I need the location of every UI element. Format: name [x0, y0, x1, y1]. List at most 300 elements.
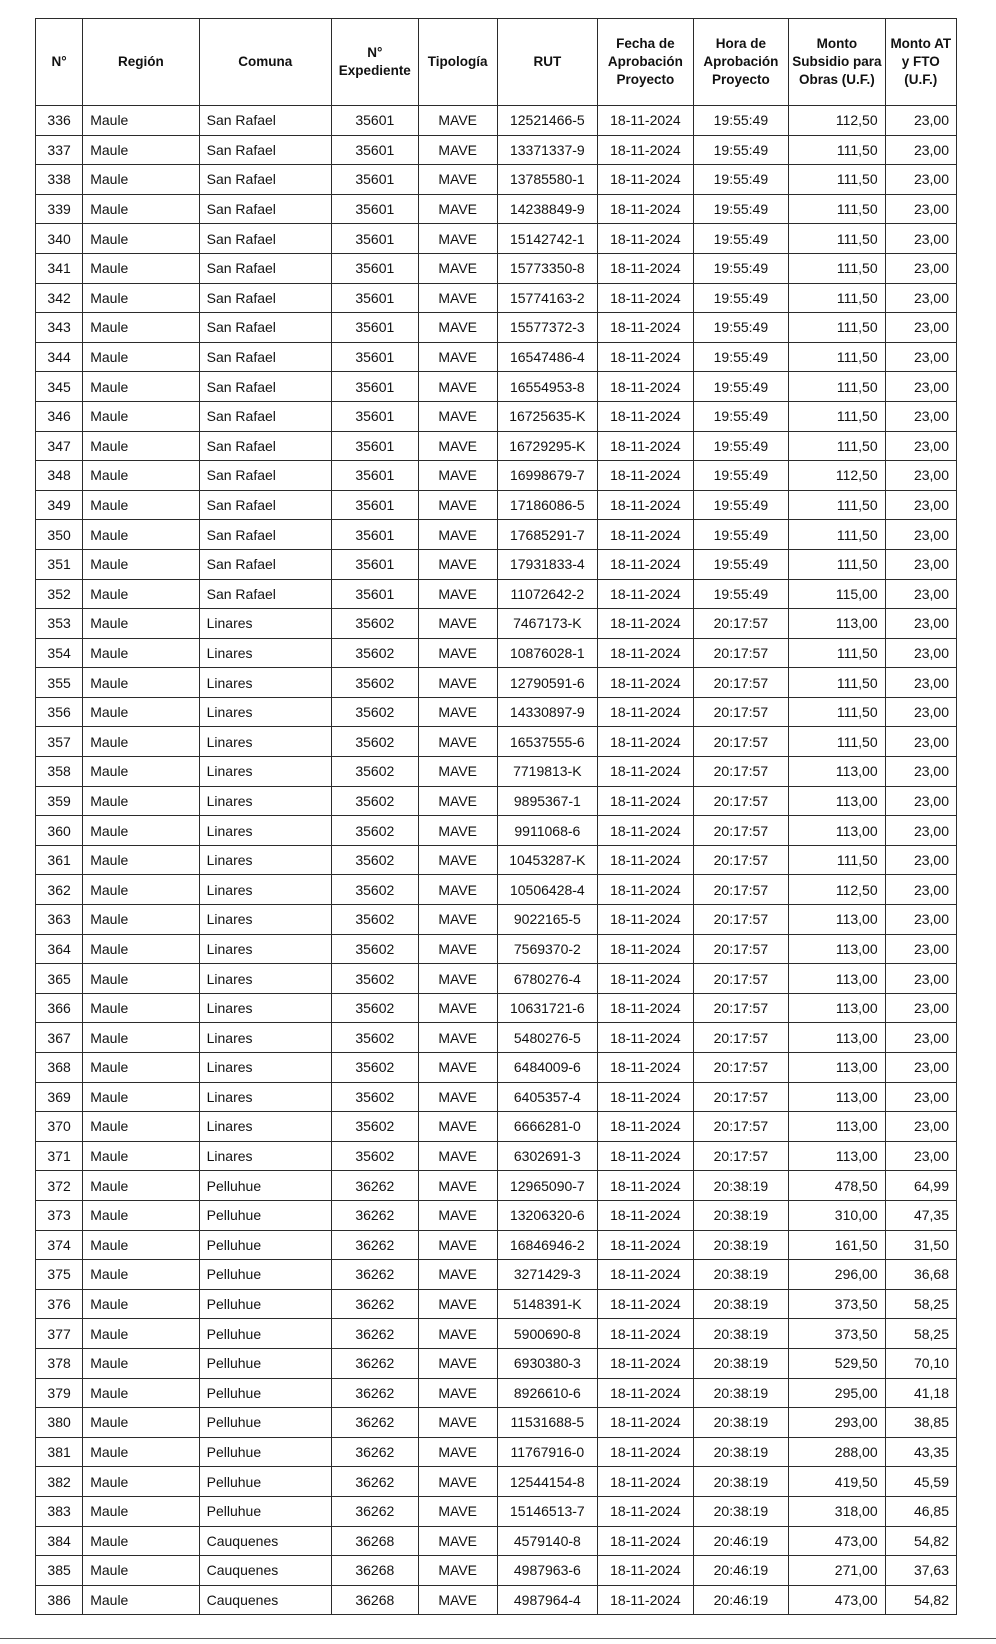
- cell-rut: 6666281-0: [497, 1112, 598, 1142]
- table-row: [36, 283, 957, 313]
- cell-rut: 8926610-6: [497, 1378, 598, 1408]
- cell-comuna: Cauquenes: [199, 1526, 331, 1556]
- cell-comuna: San Rafael: [199, 106, 331, 136]
- cell-fecha: 18-11-2024: [598, 993, 693, 1023]
- cell-fecha: 18-11-2024: [598, 106, 693, 136]
- cell-number: 362: [36, 875, 83, 905]
- table-row: [36, 106, 957, 136]
- cell-tipologia: MAVE: [418, 431, 497, 461]
- table-row: [36, 313, 957, 343]
- cell-comuna: Linares: [199, 816, 331, 846]
- cell-rut: 12544154-8: [497, 1467, 598, 1497]
- cell-tipologia: MAVE: [418, 579, 497, 609]
- cell-at-fto: 23,00: [885, 816, 956, 846]
- cell-expediente: 35601: [331, 431, 418, 461]
- cell-region: Maule: [83, 1112, 199, 1142]
- cell-comuna: San Rafael: [199, 135, 331, 165]
- cell-tipologia: MAVE: [418, 401, 497, 431]
- cell-number: 338: [36, 165, 83, 195]
- cell-fecha: 18-11-2024: [598, 1141, 693, 1171]
- cell-expediente: 36262: [331, 1171, 418, 1201]
- cell-at-fto: 23,00: [885, 1141, 956, 1171]
- table-row: [36, 253, 957, 283]
- header-comuna: Comuna: [199, 19, 331, 106]
- cell-at-fto: 23,00: [885, 875, 956, 905]
- cell-rut: 7569370-2: [497, 934, 598, 964]
- cell-expediente: 35602: [331, 1112, 418, 1142]
- cell-fecha: 18-11-2024: [598, 845, 693, 875]
- cell-expediente: 36262: [331, 1230, 418, 1260]
- cell-hora: 20:38:19: [693, 1230, 788, 1260]
- cell-subsidio: 113,00: [789, 1112, 886, 1142]
- cell-comuna: Pelluhue: [199, 1348, 331, 1378]
- cell-tipologia: MAVE: [418, 165, 497, 195]
- cell-rut: 11767916-0: [497, 1437, 598, 1467]
- cell-tipologia: MAVE: [418, 905, 497, 935]
- cell-hora: 20:17:57: [693, 993, 788, 1023]
- cell-fecha: 18-11-2024: [598, 697, 693, 727]
- cell-at-fto: 23,00: [885, 194, 956, 224]
- cell-subsidio: 111,50: [789, 845, 886, 875]
- cell-subsidio: 111,50: [789, 194, 886, 224]
- cell-expediente: 35602: [331, 757, 418, 787]
- cell-rut: 4987964-4: [497, 1585, 598, 1615]
- cell-at-fto: 23,00: [885, 313, 956, 343]
- cell-region: Maule: [83, 1171, 199, 1201]
- cell-rut: 11072642-2: [497, 579, 598, 609]
- beneficiaries-table: [35, 18, 957, 1615]
- cell-fecha: 18-11-2024: [598, 1023, 693, 1053]
- cell-hora: 19:55:49: [693, 106, 788, 136]
- table-row: [36, 905, 957, 935]
- cell-number: 345: [36, 372, 83, 402]
- cell-fecha: 18-11-2024: [598, 520, 693, 550]
- cell-comuna: Linares: [199, 845, 331, 875]
- cell-fecha: 18-11-2024: [598, 1526, 693, 1556]
- cell-expediente: 35601: [331, 253, 418, 283]
- table-row: [36, 1289, 957, 1319]
- cell-number: 385: [36, 1556, 83, 1586]
- table-row: [36, 401, 957, 431]
- cell-at-fto: 23,00: [885, 579, 956, 609]
- cell-region: Maule: [83, 549, 199, 579]
- cell-rut: 14330897-9: [497, 697, 598, 727]
- cell-at-fto: 23,00: [885, 786, 956, 816]
- cell-expediente: 35602: [331, 1141, 418, 1171]
- cell-hora: 20:17:57: [693, 609, 788, 639]
- cell-number: 364: [36, 934, 83, 964]
- cell-at-fto: 23,00: [885, 490, 956, 520]
- cell-tipologia: MAVE: [418, 1171, 497, 1201]
- cell-number: 340: [36, 224, 83, 254]
- cell-region: Maule: [83, 1260, 199, 1290]
- cell-tipologia: MAVE: [418, 1141, 497, 1171]
- cell-tipologia: MAVE: [418, 786, 497, 816]
- cell-expediente: 36262: [331, 1467, 418, 1497]
- cell-hora: 20:38:19: [693, 1378, 788, 1408]
- cell-comuna: San Rafael: [199, 579, 331, 609]
- header-fecha: Fecha de Aprobación Proyecto: [598, 19, 693, 106]
- table-row: [36, 372, 957, 402]
- cell-rut: 16547486-4: [497, 342, 598, 372]
- cell-subsidio: 529,50: [789, 1348, 886, 1378]
- cell-subsidio: 113,00: [789, 934, 886, 964]
- cell-subsidio: 111,50: [789, 697, 886, 727]
- cell-region: Maule: [83, 520, 199, 550]
- cell-region: Maule: [83, 135, 199, 165]
- cell-fecha: 18-11-2024: [598, 638, 693, 668]
- cell-rut: 5480276-5: [497, 1023, 598, 1053]
- cell-region: Maule: [83, 342, 199, 372]
- cell-expediente: 35601: [331, 520, 418, 550]
- cell-number: 369: [36, 1082, 83, 1112]
- cell-region: Maule: [83, 668, 199, 698]
- cell-tipologia: MAVE: [418, 1496, 497, 1526]
- cell-region: Maule: [83, 194, 199, 224]
- cell-number: 370: [36, 1112, 83, 1142]
- cell-rut: 17685291-7: [497, 520, 598, 550]
- cell-rut: 17931833-4: [497, 549, 598, 579]
- cell-tipologia: MAVE: [418, 106, 497, 136]
- cell-number: 360: [36, 816, 83, 846]
- cell-at-fto: 23,00: [885, 165, 956, 195]
- cell-fecha: 18-11-2024: [598, 934, 693, 964]
- table-row: [36, 135, 957, 165]
- cell-at-fto: 23,00: [885, 668, 956, 698]
- cell-expediente: 35602: [331, 786, 418, 816]
- cell-comuna: San Rafael: [199, 194, 331, 224]
- table-row: [36, 609, 957, 639]
- cell-number: 375: [36, 1260, 83, 1290]
- cell-region: Maule: [83, 786, 199, 816]
- cell-subsidio: 296,00: [789, 1260, 886, 1290]
- table-row: [36, 1378, 957, 1408]
- cell-hora: 20:46:19: [693, 1556, 788, 1586]
- cell-subsidio: 113,00: [789, 786, 886, 816]
- cell-fecha: 18-11-2024: [598, 283, 693, 313]
- cell-subsidio: 113,00: [789, 609, 886, 639]
- cell-rut: 5900690-8: [497, 1319, 598, 1349]
- cell-expediente: 36268: [331, 1585, 418, 1615]
- cell-rut: 13206320-6: [497, 1200, 598, 1230]
- cell-at-fto: 41,18: [885, 1378, 956, 1408]
- table-row: [36, 1053, 957, 1083]
- cell-fecha: 18-11-2024: [598, 1348, 693, 1378]
- cell-comuna: Linares: [199, 697, 331, 727]
- cell-rut: 6484009-6: [497, 1053, 598, 1083]
- cell-at-fto: 23,00: [885, 135, 956, 165]
- cell-tipologia: MAVE: [418, 727, 497, 757]
- cell-hora: 19:55:49: [693, 135, 788, 165]
- cell-subsidio: 111,50: [789, 372, 886, 402]
- cell-fecha: 18-11-2024: [598, 1408, 693, 1438]
- cell-tipologia: MAVE: [418, 993, 497, 1023]
- cell-subsidio: 111,50: [789, 727, 886, 757]
- cell-fecha: 18-11-2024: [598, 579, 693, 609]
- cell-number: 349: [36, 490, 83, 520]
- cell-hora: 20:38:19: [693, 1408, 788, 1438]
- cell-at-fto: 23,00: [885, 964, 956, 994]
- cell-expediente: 35602: [331, 697, 418, 727]
- cell-expediente: 35601: [331, 194, 418, 224]
- cell-at-fto: 23,00: [885, 1112, 956, 1142]
- cell-comuna: Linares: [199, 727, 331, 757]
- cell-region: Maule: [83, 1408, 199, 1438]
- cell-comuna: Pelluhue: [199, 1230, 331, 1260]
- header-hora: Hora de Aprobación Proyecto: [693, 19, 788, 106]
- table-row: [36, 1496, 957, 1526]
- cell-at-fto: 23,00: [885, 993, 956, 1023]
- cell-expediente: 35601: [331, 313, 418, 343]
- cell-fecha: 18-11-2024: [598, 1082, 693, 1112]
- cell-subsidio: 112,50: [789, 106, 886, 136]
- cell-hora: 19:55:49: [693, 461, 788, 491]
- cell-subsidio: 113,00: [789, 993, 886, 1023]
- cell-number: 379: [36, 1378, 83, 1408]
- cell-region: Maule: [83, 1378, 199, 1408]
- table-row: [36, 934, 957, 964]
- cell-tipologia: MAVE: [418, 342, 497, 372]
- cell-number: 372: [36, 1171, 83, 1201]
- cell-fecha: 18-11-2024: [598, 1585, 693, 1615]
- cell-subsidio: 295,00: [789, 1378, 886, 1408]
- cell-fecha: 18-11-2024: [598, 549, 693, 579]
- cell-rut: 15146513-7: [497, 1496, 598, 1526]
- cell-hora: 20:38:19: [693, 1437, 788, 1467]
- cell-number: 339: [36, 194, 83, 224]
- cell-at-fto: 23,00: [885, 757, 956, 787]
- cell-at-fto: 31,50: [885, 1230, 956, 1260]
- cell-subsidio: 112,50: [789, 875, 886, 905]
- cell-hora: 20:17:57: [693, 1141, 788, 1171]
- cell-tipologia: MAVE: [418, 1319, 497, 1349]
- cell-comuna: Linares: [199, 609, 331, 639]
- table-header: [36, 19, 957, 106]
- cell-comuna: San Rafael: [199, 313, 331, 343]
- table-row: [36, 224, 957, 254]
- cell-number: 381: [36, 1437, 83, 1467]
- cell-number: 358: [36, 757, 83, 787]
- cell-subsidio: 113,00: [789, 964, 886, 994]
- cell-fecha: 18-11-2024: [598, 165, 693, 195]
- cell-rut: 10506428-4: [497, 875, 598, 905]
- cell-number: 382: [36, 1467, 83, 1497]
- cell-fecha: 18-11-2024: [598, 1053, 693, 1083]
- cell-subsidio: 111,50: [789, 342, 886, 372]
- cell-rut: 6302691-3: [497, 1141, 598, 1171]
- cell-comuna: Linares: [199, 964, 331, 994]
- cell-region: Maule: [83, 905, 199, 935]
- cell-subsidio: 293,00: [789, 1408, 886, 1438]
- cell-fecha: 18-11-2024: [598, 1496, 693, 1526]
- cell-hora: 20:38:19: [693, 1200, 788, 1230]
- cell-at-fto: 23,00: [885, 253, 956, 283]
- cell-subsidio: 310,00: [789, 1200, 886, 1230]
- cell-number: 336: [36, 106, 83, 136]
- cell-comuna: San Rafael: [199, 372, 331, 402]
- cell-rut: 16725635-K: [497, 401, 598, 431]
- table-row: [36, 1319, 957, 1349]
- cell-expediente: 35601: [331, 135, 418, 165]
- cell-hora: 19:55:49: [693, 520, 788, 550]
- cell-tipologia: MAVE: [418, 1289, 497, 1319]
- table-row: [36, 549, 957, 579]
- cell-comuna: Linares: [199, 638, 331, 668]
- table-row: [36, 520, 957, 550]
- cell-at-fto: 58,25: [885, 1289, 956, 1319]
- cell-hora: 19:55:49: [693, 431, 788, 461]
- cell-number: 355: [36, 668, 83, 698]
- table-row: [36, 875, 957, 905]
- cell-rut: 7719813-K: [497, 757, 598, 787]
- cell-fecha: 18-11-2024: [598, 1319, 693, 1349]
- cell-subsidio: 111,50: [789, 520, 886, 550]
- cell-at-fto: 64,99: [885, 1171, 956, 1201]
- cell-at-fto: 43,35: [885, 1437, 956, 1467]
- cell-tipologia: MAVE: [418, 1526, 497, 1556]
- cell-subsidio: 111,50: [789, 224, 886, 254]
- cell-fecha: 18-11-2024: [598, 727, 693, 757]
- cell-comuna: Linares: [199, 993, 331, 1023]
- cell-comuna: Linares: [199, 1053, 331, 1083]
- cell-at-fto: 23,00: [885, 934, 956, 964]
- cell-rut: 12790591-6: [497, 668, 598, 698]
- cell-fecha: 18-11-2024: [598, 1112, 693, 1142]
- cell-subsidio: 473,00: [789, 1585, 886, 1615]
- table-row: [36, 1260, 957, 1290]
- cell-hora: 20:17:57: [693, 964, 788, 994]
- cell-fecha: 18-11-2024: [598, 1230, 693, 1260]
- cell-comuna: San Rafael: [199, 520, 331, 550]
- cell-at-fto: 23,00: [885, 431, 956, 461]
- table-row: [36, 845, 957, 875]
- cell-rut: 17186086-5: [497, 490, 598, 520]
- cell-rut: 4579140-8: [497, 1526, 598, 1556]
- cell-hora: 20:17:57: [693, 668, 788, 698]
- table-row: [36, 1200, 957, 1230]
- cell-rut: 15142742-1: [497, 224, 598, 254]
- cell-expediente: 36262: [331, 1200, 418, 1230]
- cell-expediente: 36262: [331, 1289, 418, 1319]
- cell-subsidio: 161,50: [789, 1230, 886, 1260]
- table-row: [36, 1230, 957, 1260]
- cell-number: 359: [36, 786, 83, 816]
- cell-region: Maule: [83, 1556, 199, 1586]
- cell-tipologia: MAVE: [418, 638, 497, 668]
- cell-comuna: Pelluhue: [199, 1319, 331, 1349]
- cell-region: Maule: [83, 845, 199, 875]
- cell-tipologia: MAVE: [418, 964, 497, 994]
- cell-tipologia: MAVE: [418, 1260, 497, 1290]
- cell-at-fto: 23,00: [885, 224, 956, 254]
- cell-hora: 20:17:57: [693, 1053, 788, 1083]
- cell-expediente: 36268: [331, 1556, 418, 1586]
- cell-at-fto: 45,59: [885, 1467, 956, 1497]
- cell-region: Maule: [83, 401, 199, 431]
- cell-comuna: Pelluhue: [199, 1289, 331, 1319]
- cell-region: Maule: [83, 490, 199, 520]
- cell-subsidio: 478,50: [789, 1171, 886, 1201]
- cell-rut: 15774163-2: [497, 283, 598, 313]
- cell-tipologia: MAVE: [418, 1053, 497, 1083]
- header-tipologia: Tipología: [418, 19, 497, 106]
- cell-rut: 6405357-4: [497, 1082, 598, 1112]
- cell-rut: 7467173-K: [497, 609, 598, 639]
- cell-number: 356: [36, 697, 83, 727]
- cell-region: Maule: [83, 579, 199, 609]
- header-row: [36, 19, 957, 106]
- cell-expediente: 36262: [331, 1319, 418, 1349]
- cell-fecha: 18-11-2024: [598, 1171, 693, 1201]
- cell-fecha: 18-11-2024: [598, 194, 693, 224]
- cell-at-fto: 23,00: [885, 106, 956, 136]
- cell-rut: 16729295-K: [497, 431, 598, 461]
- cell-hora: 20:17:57: [693, 786, 788, 816]
- cell-fecha: 18-11-2024: [598, 401, 693, 431]
- cell-number: 374: [36, 1230, 83, 1260]
- cell-fecha: 18-11-2024: [598, 875, 693, 905]
- cell-hora: 20:38:19: [693, 1348, 788, 1378]
- cell-at-fto: 23,00: [885, 697, 956, 727]
- cell-rut: 3271429-3: [497, 1260, 598, 1290]
- cell-at-fto: 54,82: [885, 1585, 956, 1615]
- table-row: [36, 727, 957, 757]
- cell-at-fto: 23,00: [885, 372, 956, 402]
- cell-comuna: Linares: [199, 1141, 331, 1171]
- cell-tipologia: MAVE: [418, 135, 497, 165]
- table-row: [36, 1171, 957, 1201]
- cell-expediente: 35601: [331, 283, 418, 313]
- cell-fecha: 18-11-2024: [598, 609, 693, 639]
- cell-number: 350: [36, 520, 83, 550]
- cell-at-fto: 46,85: [885, 1496, 956, 1526]
- cell-number: 380: [36, 1408, 83, 1438]
- cell-comuna: Pelluhue: [199, 1408, 331, 1438]
- cell-tipologia: MAVE: [418, 1467, 497, 1497]
- cell-expediente: 36262: [331, 1496, 418, 1526]
- cell-tipologia: MAVE: [418, 668, 497, 698]
- cell-expediente: 35602: [331, 1023, 418, 1053]
- cell-at-fto: 23,00: [885, 1082, 956, 1112]
- cell-region: Maule: [83, 1023, 199, 1053]
- cell-region: Maule: [83, 372, 199, 402]
- cell-expediente: 35601: [331, 490, 418, 520]
- cell-rut: 16846946-2: [497, 1230, 598, 1260]
- cell-comuna: Linares: [199, 757, 331, 787]
- table-row: [36, 490, 957, 520]
- cell-number: 368: [36, 1053, 83, 1083]
- cell-hora: 19:55:49: [693, 194, 788, 224]
- cell-expediente: 35601: [331, 579, 418, 609]
- cell-comuna: San Rafael: [199, 549, 331, 579]
- cell-at-fto: 23,00: [885, 1053, 956, 1083]
- cell-fecha: 18-11-2024: [598, 224, 693, 254]
- cell-region: Maule: [83, 757, 199, 787]
- cell-fecha: 18-11-2024: [598, 490, 693, 520]
- cell-comuna: San Rafael: [199, 283, 331, 313]
- cell-rut: 9895367-1: [497, 786, 598, 816]
- cell-region: Maule: [83, 1585, 199, 1615]
- cell-expediente: 35602: [331, 875, 418, 905]
- cell-rut: 9022165-5: [497, 905, 598, 935]
- cell-hora: 20:17:57: [693, 1082, 788, 1112]
- cell-fecha: 18-11-2024: [598, 1437, 693, 1467]
- cell-expediente: 35602: [331, 934, 418, 964]
- cell-hora: 20:38:19: [693, 1260, 788, 1290]
- cell-region: Maule: [83, 1200, 199, 1230]
- cell-region: Maule: [83, 964, 199, 994]
- cell-fecha: 18-11-2024: [598, 1556, 693, 1586]
